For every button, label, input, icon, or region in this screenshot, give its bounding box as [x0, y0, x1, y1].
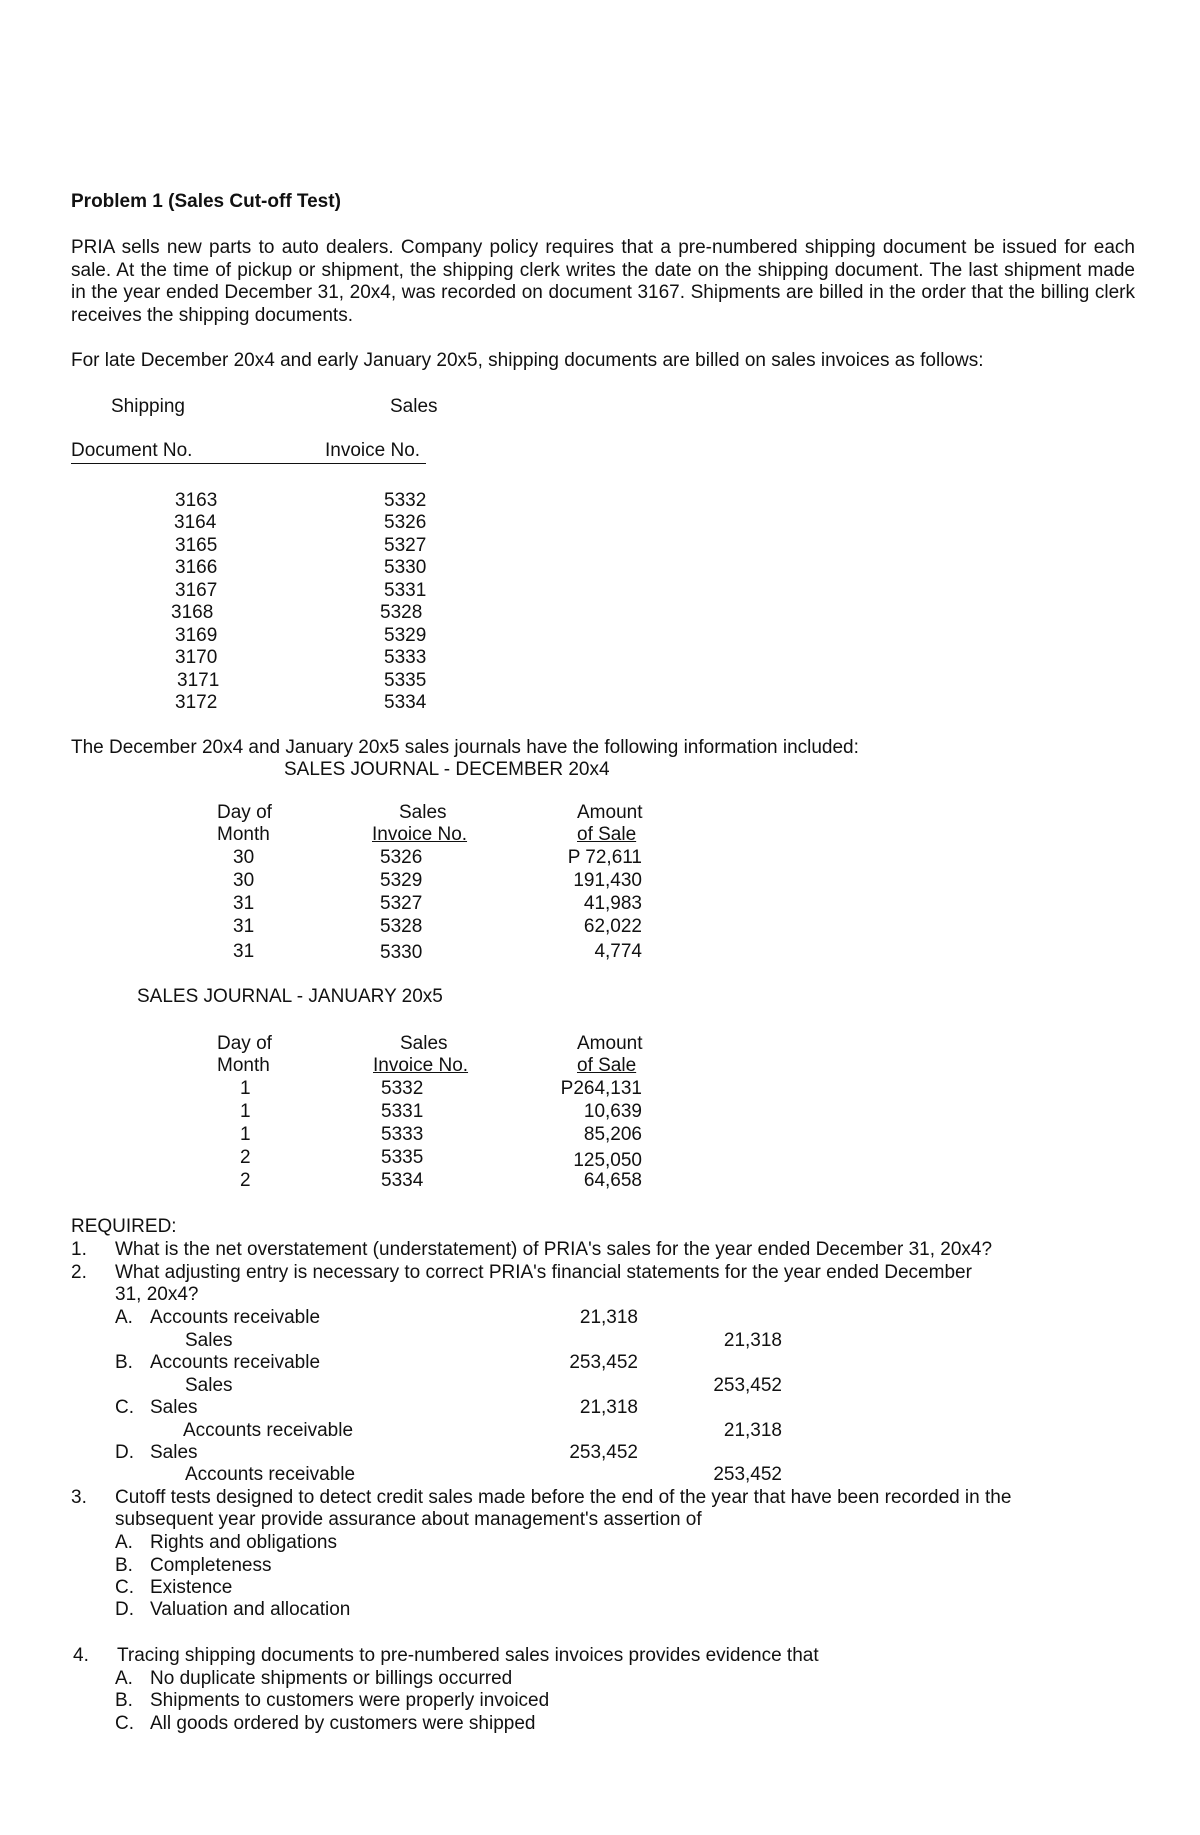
option-text: Existence	[150, 1577, 233, 1598]
table-row: 5333	[381, 1124, 424, 1145]
table-row: P 72,611	[567, 847, 642, 868]
table-row: 3166	[175, 557, 218, 578]
day-header: Day of	[217, 1033, 272, 1054]
month-header: Month	[217, 824, 270, 845]
billing-intro: For late December 20x4 and early January 20x5, shipping documents are billed on sales invoices as follows:	[71, 350, 984, 371]
table-row: 5331	[384, 580, 427, 601]
table-row: 41,983	[583, 893, 642, 914]
table-row: 85,206	[583, 1124, 642, 1145]
table-row: 5328	[380, 916, 423, 937]
question-4-text: Tracing shipping documents to pre-numbered sales invoices provides evidence that	[117, 1645, 819, 1666]
day-header: Day of	[217, 802, 272, 823]
option-debit: Sales	[150, 1442, 198, 1463]
option-debit: Sales	[150, 1397, 198, 1418]
table-row: 5329	[384, 625, 427, 646]
question-number: 2.	[71, 1262, 87, 1283]
table-row: 2	[240, 1147, 251, 1168]
december-journal-title: SALES JOURNAL - DECEMBER 20x4	[284, 759, 610, 780]
option-letter: A.	[115, 1307, 133, 1328]
option-letter: C.	[115, 1397, 134, 1418]
option-text: Shipments to customers were properly invoiced	[150, 1690, 550, 1711]
of-sale-header: of Sale	[577, 1055, 637, 1076]
question-1-text: What is the net overstatement (understatement) of PRIA's sales for the year ended December 31, 20x4?	[115, 1239, 993, 1260]
invoice-no-header: Invoice No.	[373, 1055, 469, 1076]
table-row: 1	[240, 1078, 251, 1099]
sales-header: Sales	[390, 396, 438, 417]
option-text: No duplicate shipments or billings occurred	[150, 1668, 513, 1689]
table-row: 5329	[380, 870, 423, 891]
option-debit-amount: 253,452	[569, 1442, 638, 1463]
table-row: 5333	[384, 647, 427, 668]
table-row: 5332	[381, 1078, 424, 1099]
table-row: P264,131	[560, 1078, 642, 1099]
option-letter: B.	[115, 1555, 133, 1576]
shipping-table-underline	[71, 440, 426, 464]
table-row: 30	[233, 847, 255, 868]
table-row: 5327	[380, 893, 423, 914]
table-row: 5335	[381, 1147, 424, 1168]
table-row: 30	[233, 870, 255, 891]
option-credit: Accounts receivable	[185, 1464, 356, 1485]
table-row: 5330	[384, 557, 427, 578]
table-row: 5326	[380, 847, 423, 868]
option-credit-amount: 21,318	[723, 1420, 782, 1441]
option-debit-amount: 253,452	[569, 1352, 638, 1373]
question-2-text-cont: 31, 20x4?	[115, 1284, 199, 1305]
table-row: 2	[240, 1170, 251, 1191]
amount-header: Amount	[577, 802, 643, 823]
option-text: Valuation and allocation	[150, 1599, 351, 1620]
table-row: 5328	[380, 602, 423, 623]
question-number: 1.	[71, 1239, 87, 1260]
table-row: 31	[233, 916, 255, 937]
table-row: 64,658	[583, 1170, 642, 1191]
table-row: 31	[233, 941, 255, 962]
table-row: 3170	[175, 647, 218, 668]
option-credit: Sales	[185, 1375, 233, 1396]
option-credit-amount: 253,452	[713, 1375, 782, 1396]
table-row: 4,774	[594, 941, 642, 962]
table-row: 5326	[384, 512, 427, 533]
table-row: 1	[240, 1124, 251, 1145]
option-debit: Accounts receivable	[150, 1352, 321, 1373]
journals-intro: The December 20x4 and January 20x5 sales journals have the following information included:	[71, 737, 859, 758]
option-letter: C.	[115, 1577, 134, 1598]
january-journal-title: SALES JOURNAL - JANUARY 20x5	[137, 986, 443, 1007]
invoice-no-header: Invoice No.	[372, 824, 468, 845]
table-row: 62,022	[583, 916, 642, 937]
table-row: 3169	[175, 625, 218, 646]
question-number: 4.	[73, 1645, 89, 1666]
table-row: 125,050	[573, 1150, 642, 1171]
question-3-text: Cutoff tests designed to detect credit sales made before the end of the year that have been recorded in the	[115, 1487, 1012, 1508]
table-row: 191,430	[573, 870, 642, 891]
option-letter: D.	[115, 1442, 134, 1463]
question-3-text-cont: subsequent year provide assurance about management's assertion of	[115, 1509, 702, 1530]
table-row: 1	[240, 1101, 251, 1122]
table-row: 3164	[174, 512, 217, 533]
sales-header: Sales	[400, 1033, 448, 1054]
table-row: 5330	[380, 942, 423, 963]
question-number: 3.	[71, 1487, 87, 1508]
table-row: 3171	[177, 670, 220, 691]
option-debit-amount: 21,318	[579, 1397, 638, 1418]
option-letter: A.	[115, 1532, 133, 1553]
of-sale-header: of Sale	[577, 824, 637, 845]
question-2-text: What adjusting entry is necessary to correct PRIA's financial statements for the year ended December	[115, 1262, 972, 1283]
option-text: Rights and obligations	[150, 1532, 337, 1553]
amount-header: Amount	[577, 1033, 643, 1054]
document-no-header: Document No.	[71, 440, 193, 461]
table-row: 3163	[175, 490, 218, 511]
table-row: 3172	[175, 692, 218, 713]
table-row: 10,639	[583, 1101, 642, 1122]
option-letter: D.	[115, 1599, 134, 1620]
option-text: All goods ordered by customers were shipped	[150, 1713, 536, 1734]
table-row: 31	[233, 893, 255, 914]
table-row: 5335	[384, 670, 427, 691]
option-letter: B.	[115, 1352, 133, 1373]
option-credit-amount: 21,318	[723, 1330, 782, 1351]
option-credit: Accounts receivable	[183, 1420, 354, 1441]
option-letter: A.	[115, 1668, 133, 1689]
sales-header: Sales	[399, 802, 447, 823]
table-row: 3168	[171, 602, 214, 623]
option-letter: B.	[115, 1690, 133, 1711]
page-title: Problem 1 (Sales Cut-off Test)	[71, 191, 341, 212]
option-debit: Accounts receivable	[150, 1307, 321, 1328]
option-debit-amount: 21,318	[579, 1307, 638, 1328]
option-letter: C.	[115, 1713, 134, 1734]
table-row: 3167	[175, 580, 218, 601]
table-row: 3165	[175, 535, 218, 556]
table-row: 5327	[384, 535, 427, 556]
table-row: 5332	[384, 490, 427, 511]
intro-paragraph: PRIA sells new parts to auto dealers. Company policy requires that a pre-numbered shipping document be issued for each sale. At the time of pickup or shipment, the shipping clerk writes the date on the shipping document. The last shipment made in the year ended December 31, 20x4, was recorded on document 3167. Shipments are billed in the order that the billing clerk receives the shipping documents.	[71, 237, 1135, 326]
required-label: REQUIRED:	[71, 1216, 177, 1237]
invoice-no-header: Invoice No.	[325, 440, 421, 461]
table-row: 5334	[384, 692, 427, 713]
month-header: Month	[217, 1055, 270, 1076]
table-row: 5334	[381, 1170, 424, 1191]
table-row: 5331	[381, 1101, 424, 1122]
shipping-header: Shipping	[111, 396, 185, 417]
option-credit: Sales	[185, 1330, 233, 1351]
option-credit-amount: 253,452	[713, 1464, 782, 1485]
option-text: Completeness	[150, 1555, 272, 1576]
